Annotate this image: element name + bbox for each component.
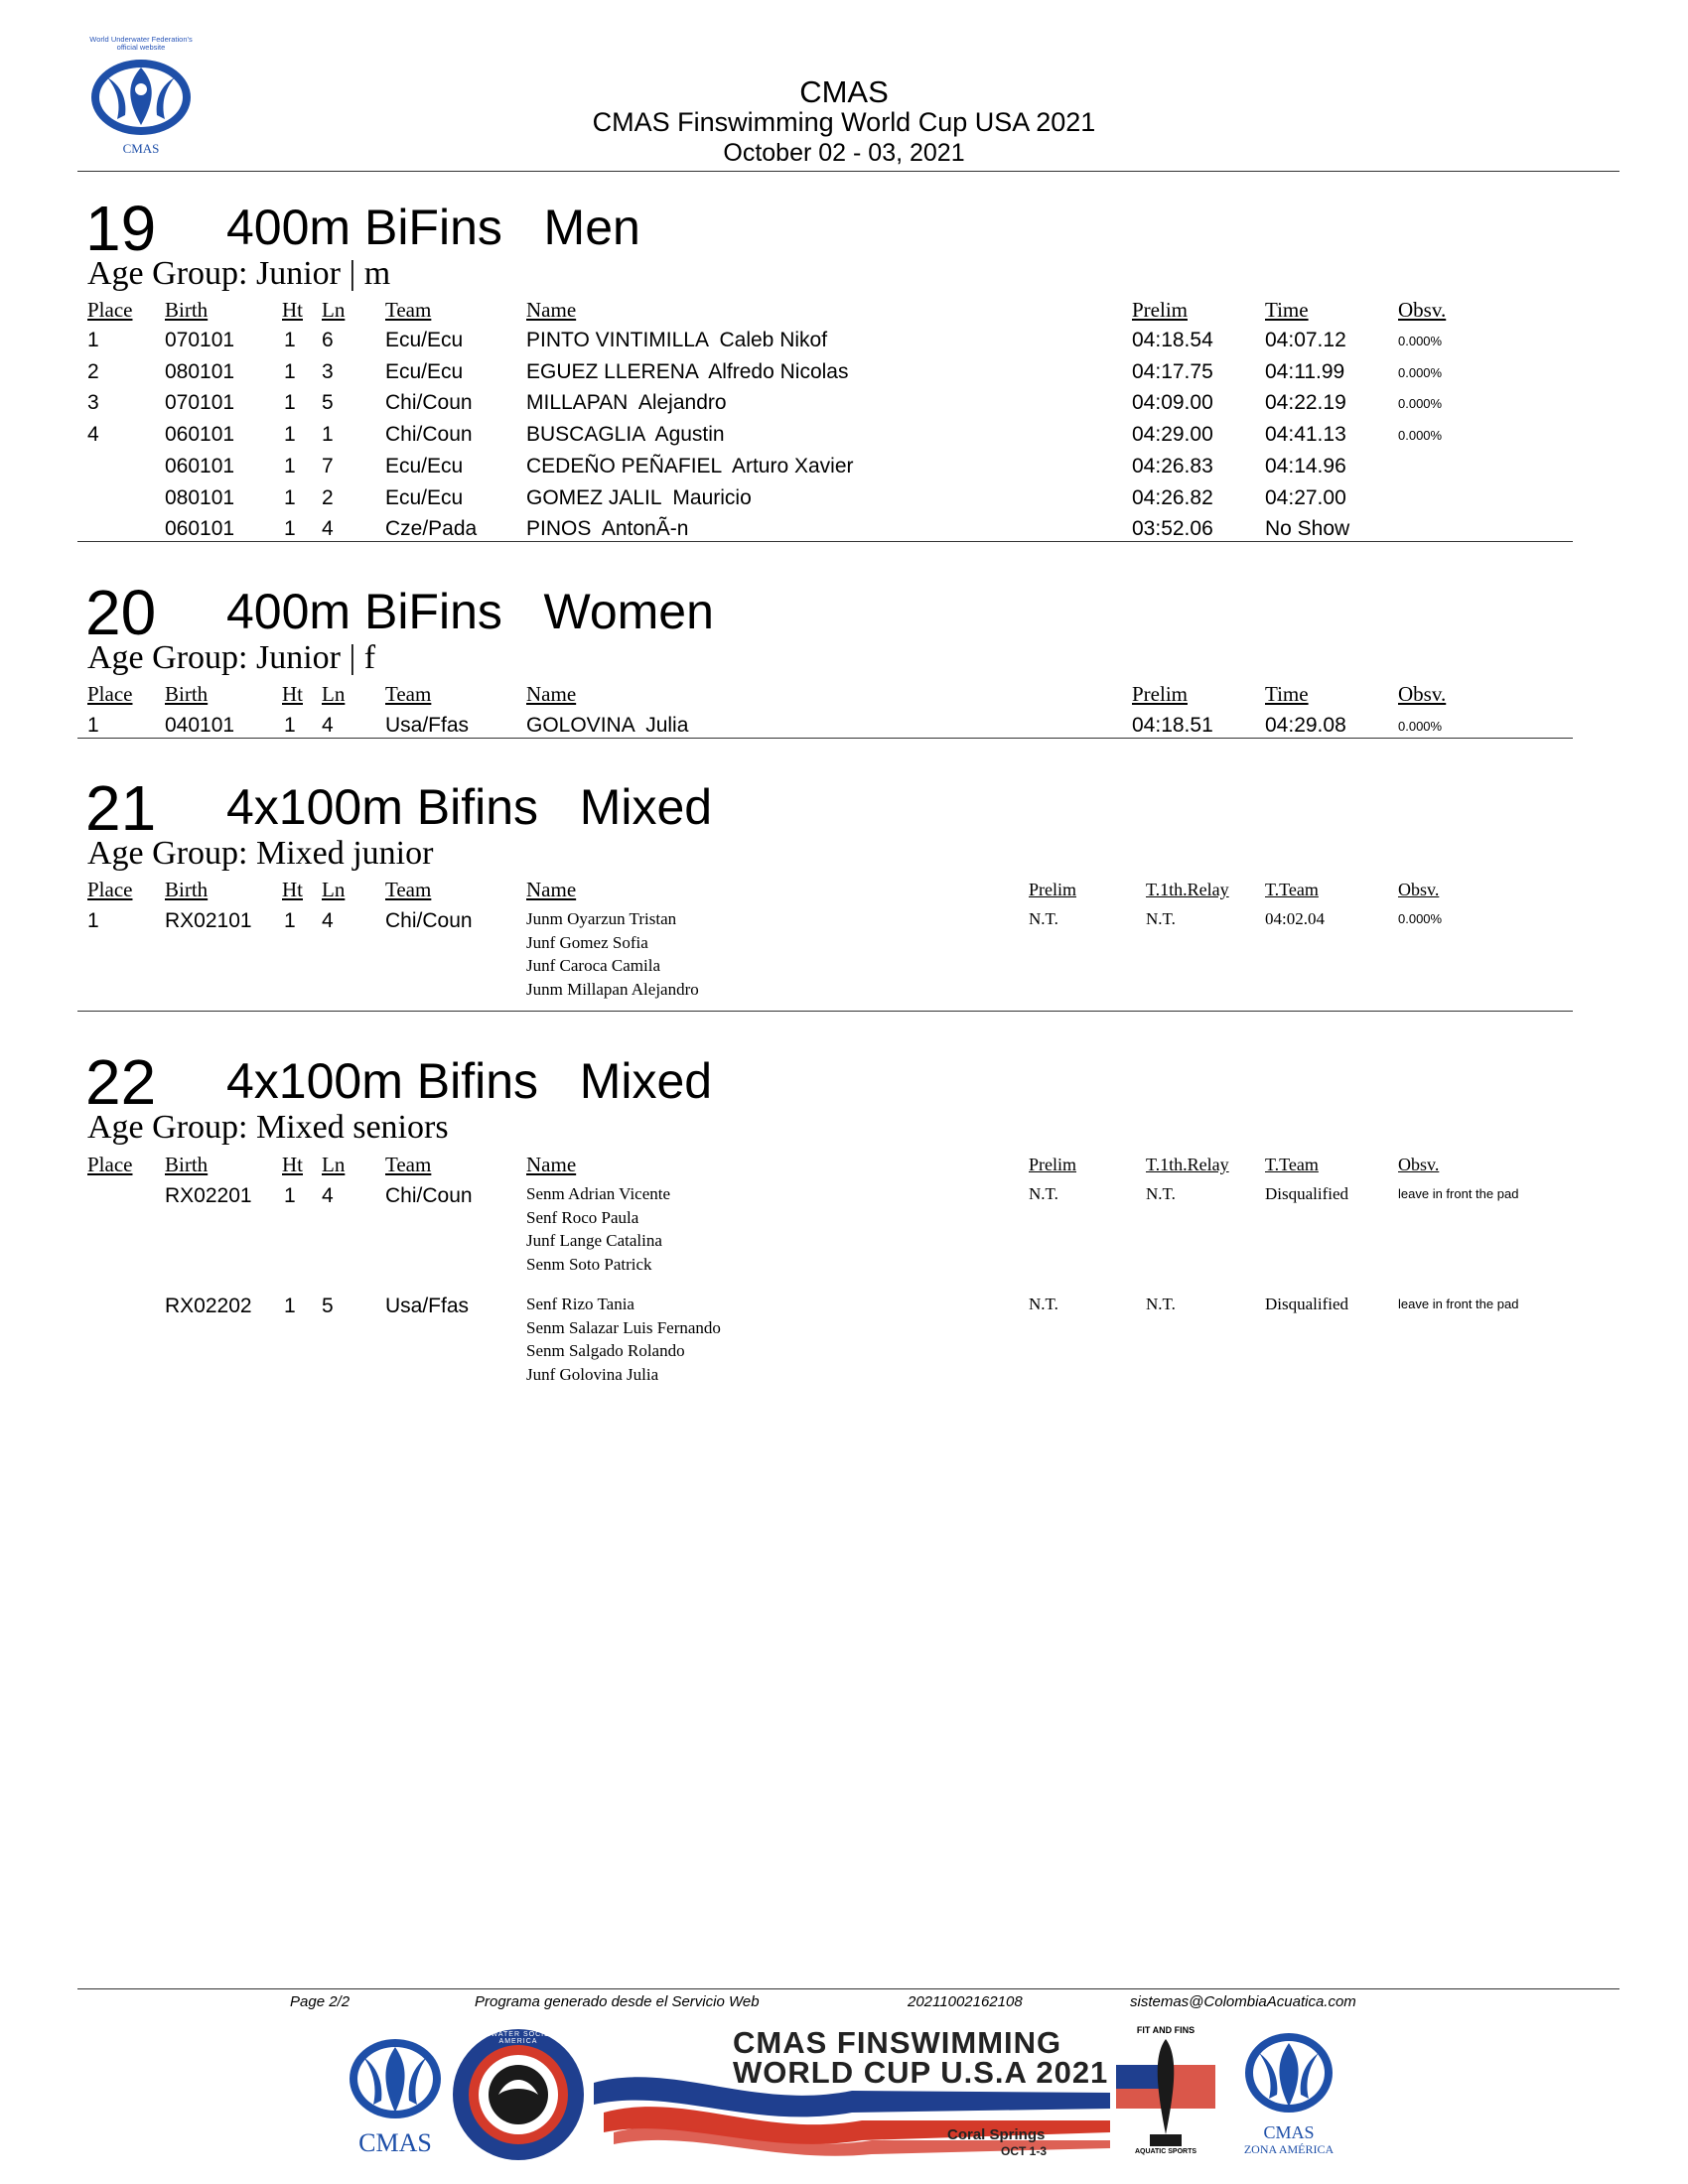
event-divider bbox=[77, 541, 1573, 542]
footer-generated: Programa generado desde el Servicio Web bbox=[475, 1993, 760, 2010]
lane: 5 bbox=[322, 391, 334, 414]
footer-page: Page 2/2 bbox=[290, 1993, 351, 2010]
col-obsv: Obsv. bbox=[1398, 1155, 1440, 1174]
col-place: Place bbox=[87, 298, 133, 322]
final-time: 04:22.19 bbox=[1265, 391, 1346, 414]
lane: 5 bbox=[322, 1295, 334, 1317]
col-name: Name bbox=[526, 878, 577, 901]
relay-member: Senm Soto Patrick bbox=[526, 1254, 652, 1274]
team: Chi/Coun bbox=[385, 1184, 473, 1207]
footer-email[interactable]: sistemas@ColombiaAcuatica.com bbox=[1130, 1993, 1356, 2010]
relay-member: Senm Salgado Rolando bbox=[526, 1341, 685, 1360]
birth: RX02101 bbox=[165, 909, 252, 932]
society-seal-text: UNDERWATER SOCIETY OF AMERICA bbox=[461, 2031, 576, 2045]
col-ln: Ln bbox=[322, 1153, 346, 1176]
event-title: 400m BiFins Women bbox=[226, 584, 714, 639]
relay-member: Junf Golovina Julia bbox=[526, 1364, 659, 1384]
heat: 1 bbox=[284, 1184, 296, 1207]
final-time: 04:27.00 bbox=[1265, 486, 1346, 509]
observation: 0.000% bbox=[1398, 334, 1443, 348]
prelim-time: 03:52.06 bbox=[1132, 517, 1213, 540]
heat: 1 bbox=[284, 391, 296, 414]
col-ht: Ht bbox=[282, 682, 303, 706]
team-time: Disqualified bbox=[1265, 1295, 1349, 1313]
col-ht: Ht bbox=[282, 1153, 303, 1176]
prelim-time: N.T. bbox=[1029, 1184, 1058, 1203]
col-team: Team bbox=[385, 298, 432, 322]
event-number: 20 bbox=[85, 577, 157, 648]
footer-cmas-text: CMAS bbox=[358, 2128, 432, 2157]
banner-city: Coral Springs bbox=[947, 2126, 1046, 2143]
observation: 0.000% bbox=[1398, 911, 1443, 926]
banner-date: OCT 1-3 bbox=[1001, 2144, 1048, 2158]
col-name: Name bbox=[526, 298, 577, 322]
age-group: Age Group: Junior | m bbox=[87, 255, 391, 292]
header-divider bbox=[77, 171, 1619, 172]
observation: leave in front the pad bbox=[1398, 1186, 1519, 1201]
col-first-relay: T.1th.Relay bbox=[1146, 880, 1229, 899]
heat: 1 bbox=[284, 714, 296, 737]
col-team: Team bbox=[385, 682, 432, 706]
lane: 2 bbox=[322, 486, 334, 509]
zona-cmas-text: CMAS bbox=[1263, 2122, 1315, 2142]
observation: 0.000% bbox=[1398, 365, 1443, 380]
footer-divider bbox=[77, 1988, 1619, 1989]
birth: 060101 bbox=[165, 423, 235, 446]
age-group: Age Group: Mixed junior bbox=[87, 835, 434, 872]
heat: 1 bbox=[284, 1295, 296, 1317]
team-time: 04:02.04 bbox=[1265, 909, 1325, 928]
heat: 1 bbox=[284, 486, 296, 509]
col-first-relay: T.1th.Relay bbox=[1146, 1155, 1229, 1174]
birth: RX02201 bbox=[165, 1184, 252, 1207]
prelim-time: 04:29.00 bbox=[1132, 423, 1213, 446]
observation: leave in front the pad bbox=[1398, 1297, 1519, 1311]
relay-member: Senf Roco Paula bbox=[526, 1207, 639, 1227]
footer-cmas-logo bbox=[342, 2029, 449, 2158]
logo-caption: World Underwater Federation's official website bbox=[89, 35, 193, 52]
event-number: 22 bbox=[85, 1046, 157, 1118]
banner-title-line1: CMAS FINSWIMMING bbox=[733, 2025, 1062, 2060]
birth: 070101 bbox=[165, 391, 235, 414]
place: 4 bbox=[87, 423, 99, 446]
final-time: No Show bbox=[1265, 517, 1350, 540]
event-divider bbox=[77, 1011, 1573, 1012]
col-place: Place bbox=[87, 1153, 133, 1176]
place: 1 bbox=[87, 714, 99, 737]
team: Ecu/Ecu bbox=[385, 329, 464, 351]
col-team-time: T.Team bbox=[1265, 880, 1319, 899]
relay-members bbox=[526, 907, 699, 1001]
team: Chi/Coun bbox=[385, 909, 473, 932]
athlete-name: EGUEZ LLERENA Alfredo Nicolas bbox=[526, 360, 849, 383]
lane: 1 bbox=[322, 423, 334, 446]
col-ht: Ht bbox=[282, 298, 303, 322]
header-dates: October 02 - 03, 2021 bbox=[723, 139, 965, 167]
fit-logo-top-text: FIT AND FINS bbox=[1136, 2025, 1196, 2035]
prelim-time: 04:18.54 bbox=[1132, 329, 1213, 351]
birth: 080101 bbox=[165, 360, 235, 383]
event-title: 4x100m Bifins Mixed bbox=[226, 779, 713, 835]
col-name: Name bbox=[526, 682, 577, 706]
birth: 070101 bbox=[165, 329, 235, 351]
relay-member: Junm Oyarzun Tristan bbox=[526, 909, 677, 928]
relay-members bbox=[526, 1182, 670, 1276]
final-time: 04:14.96 bbox=[1265, 455, 1346, 478]
place: 3 bbox=[87, 391, 99, 414]
fit-logo-bottom-text: AQUATIC SPORTS bbox=[1134, 2148, 1197, 2155]
athlete-name: GOMEZ JALIL Mauricio bbox=[526, 486, 752, 509]
relay-member: Junf Gomez Sofia bbox=[526, 932, 648, 952]
col-ln: Ln bbox=[322, 682, 346, 706]
col-name: Name bbox=[526, 1153, 577, 1176]
banner-title-line2: WORLD CUP U.S.A 2021 bbox=[733, 2055, 1109, 2090]
relay-member: Junf Lange Catalina bbox=[526, 1231, 662, 1250]
prelim-time: 04:17.75 bbox=[1132, 360, 1213, 383]
athlete-name: BUSCAGLIA Agustin bbox=[526, 423, 725, 446]
col-ln: Ln bbox=[322, 298, 346, 322]
underwater-society-logo bbox=[449, 2025, 588, 2164]
prelim-time: 04:26.83 bbox=[1132, 455, 1213, 478]
athlete-name: PINOS AntonÃ-n bbox=[526, 517, 689, 540]
prelim-time: 04:26.82 bbox=[1132, 486, 1213, 509]
place: 2 bbox=[87, 360, 99, 383]
lane: 3 bbox=[322, 360, 334, 383]
col-obsv: Obsv. bbox=[1398, 880, 1440, 899]
col-ht: Ht bbox=[282, 878, 303, 901]
birth: 080101 bbox=[165, 486, 235, 509]
birth: 060101 bbox=[165, 455, 235, 478]
col-birth: Birth bbox=[165, 1153, 209, 1176]
team: Chi/Coun bbox=[385, 391, 473, 414]
heat: 1 bbox=[284, 517, 296, 540]
heat: 1 bbox=[284, 909, 296, 932]
prelim-time: 04:18.51 bbox=[1132, 714, 1213, 737]
first-relay-time: N.T. bbox=[1146, 1184, 1176, 1203]
col-prelim: Prelim bbox=[1029, 1155, 1076, 1174]
col-birth: Birth bbox=[165, 298, 209, 322]
lane: 4 bbox=[322, 714, 334, 737]
event-number: 21 bbox=[85, 772, 157, 844]
relay-members bbox=[526, 1293, 721, 1386]
col-place: Place bbox=[87, 878, 133, 901]
col-team: Team bbox=[385, 1153, 432, 1176]
first-relay-time: N.T. bbox=[1146, 1295, 1176, 1313]
col-birth: Birth bbox=[165, 878, 209, 901]
team-time: Disqualified bbox=[1265, 1184, 1349, 1203]
team: Ecu/Ecu bbox=[385, 455, 464, 478]
athlete-name: MILLAPAN Alejandro bbox=[526, 391, 727, 414]
underwater-society-seal-icon bbox=[449, 2025, 588, 2164]
birth: 040101 bbox=[165, 714, 235, 737]
final-time: 04:07.12 bbox=[1265, 329, 1346, 351]
heat: 1 bbox=[284, 455, 296, 478]
footer-timestamp: 20211002162108 bbox=[908, 1993, 1023, 2010]
header-org: CMAS bbox=[799, 74, 889, 109]
observation: 0.000% bbox=[1398, 428, 1443, 443]
lane: 7 bbox=[322, 455, 334, 478]
header-meet-title: CMAS Finswimming World Cup USA 2021 bbox=[592, 107, 1096, 137]
col-time: Time bbox=[1265, 682, 1309, 706]
col-team: Team bbox=[385, 878, 432, 901]
relay-member: Senm Adrian Vicente bbox=[526, 1184, 671, 1203]
athlete-name: GOLOVINA Julia bbox=[526, 714, 689, 737]
cmas-emblem-icon bbox=[1229, 2025, 1348, 2120]
col-prelim: Prelim bbox=[1132, 682, 1188, 706]
final-time: 04:11.99 bbox=[1265, 360, 1345, 383]
team: Ecu/Ecu bbox=[385, 486, 464, 509]
first-relay-time: N.T. bbox=[1146, 909, 1176, 928]
logo-cmas-text: CMAS bbox=[122, 141, 160, 156]
col-prelim: Prelim bbox=[1132, 298, 1188, 322]
col-prelim: Prelim bbox=[1029, 880, 1076, 899]
event-title: 400m BiFins Men bbox=[226, 200, 640, 255]
lane: 4 bbox=[322, 517, 334, 540]
team: Ecu/Ecu bbox=[385, 360, 464, 383]
world-cup-banner bbox=[594, 2021, 1110, 2166]
heat: 1 bbox=[284, 423, 296, 446]
col-ln: Ln bbox=[322, 878, 346, 901]
col-obsv: Obsv. bbox=[1398, 682, 1447, 706]
team: Usa/Ffas bbox=[385, 714, 470, 737]
heat: 1 bbox=[284, 360, 296, 383]
zona-america-text: ZONA AMÉRICA bbox=[1243, 2142, 1335, 2156]
relay-member: Senm Salazar Luis Fernando bbox=[526, 1317, 721, 1337]
lane: 4 bbox=[322, 909, 334, 932]
age-group: Age Group: Mixed seniors bbox=[87, 1109, 449, 1146]
cmas-emblem-icon bbox=[342, 2029, 449, 2124]
col-birth: Birth bbox=[165, 682, 209, 706]
cmas-zona-america-logo bbox=[1229, 2025, 1348, 2164]
event-title: 4x100m Bifins Mixed bbox=[226, 1053, 713, 1109]
team: Usa/Ffas bbox=[385, 1295, 470, 1317]
prelim-time: N.T. bbox=[1029, 1295, 1058, 1313]
lane: 4 bbox=[322, 1184, 334, 1207]
relay-member: Senf Rizo Tania bbox=[526, 1295, 634, 1313]
team: Cze/Pada bbox=[385, 517, 478, 540]
col-obsv: Obsv. bbox=[1398, 298, 1447, 322]
observation: 0.000% bbox=[1398, 719, 1443, 734]
place: 1 bbox=[87, 909, 99, 932]
relay-member: Junf Caroca Camila bbox=[526, 956, 661, 975]
birth: 060101 bbox=[165, 517, 235, 540]
lane: 6 bbox=[322, 329, 334, 351]
observation: 0.000% bbox=[1398, 396, 1443, 411]
place: 1 bbox=[87, 329, 99, 351]
athlete-name: PINTO VINTIMILLA Caleb Nikof bbox=[526, 329, 828, 351]
heat: 1 bbox=[284, 329, 296, 351]
birth: RX02202 bbox=[165, 1295, 252, 1317]
final-time: 04:41.13 bbox=[1265, 423, 1346, 446]
event-divider bbox=[77, 738, 1573, 739]
athlete-name: CEDEÑO PEÑAFIEL Arturo Xavier bbox=[526, 455, 854, 478]
col-time: Time bbox=[1265, 298, 1309, 322]
event-number: 19 bbox=[85, 193, 157, 264]
prelim-time: N.T. bbox=[1029, 909, 1058, 928]
fit-and-fins-logo bbox=[1106, 2025, 1225, 2164]
col-team-time: T.Team bbox=[1265, 1155, 1319, 1174]
team: Chi/Coun bbox=[385, 423, 473, 446]
age-group: Age Group: Junior | f bbox=[87, 639, 376, 676]
final-time: 04:29.08 bbox=[1265, 714, 1346, 737]
relay-member: Junm Millapan Alejandro bbox=[526, 979, 699, 999]
col-place: Place bbox=[87, 682, 133, 706]
trophy-diver-icon bbox=[1106, 2025, 1225, 2164]
prelim-time: 04:09.00 bbox=[1132, 391, 1213, 414]
